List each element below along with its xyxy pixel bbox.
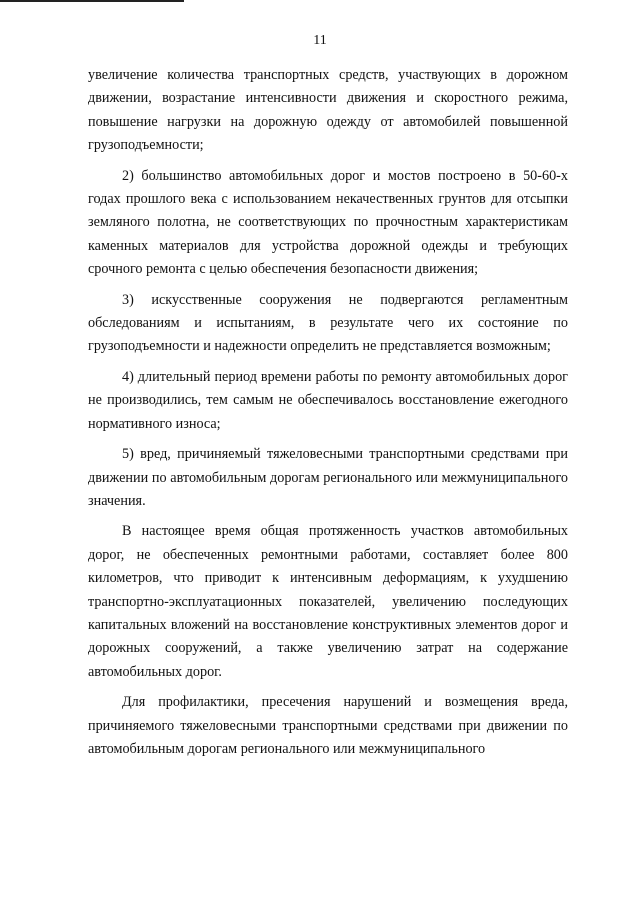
page-number: 11 [313, 33, 327, 48]
document-body [88, 64, 568, 768]
paragraph-item-2: 2) большинство автомобильных дорог и мостов построено в 50-60-х годах прошлого века с использованием некачественных грунтов для отсыпки земляного полотна, не соответствующих по прочностным характеристикам каменных материалов для устройства дорожной одежды и требующих срочного ремонта с целью обеспечения безопасности движения; [88, 167, 568, 278]
paragraph-prevention: Для профилактики, пресечения нарушений и возмещения вреда, причиняемого тяжеловесными транспортными средствами при движении по автомобильным дорогам регионального или межмуниципального [88, 694, 568, 757]
paragraph-item-4: 4) длительный период времени работы по ремонту автомобильных дорог не производились, тем самым не обеспечивалось восстановление ежегодного нормативного износа; [88, 368, 568, 432]
header-rule [0, 0, 184, 2]
paragraph-continuation: увеличение количества транспортных средств, участвующих в дорожном движении, возрастание интенсивности движения и скоростного режима, повышение нагрузки на дорожную одежду от автомобилей повышенной грузоподъемности; [88, 67, 568, 154]
paragraph-item-5: 5) вред, причиняемый тяжеловесными транспортными средствами при движении по автомобильным дорогам регионального или межмуниципального значения. [88, 446, 568, 509]
paragraph-road-length: В настоящее время общая протяженность участков автомобильных дорог, не обеспеченных ремонтными работами, составляет более 800 километров, что приводит к интенсивным деформациям, к ухудшению транспортно-эксплуатационных показателей, увеличению последующих капитальных вложений на восстановление конструктивных элементов дорог и дорожных сооружений, а также увеличению затрат на содержание автомобильных дорог. [88, 523, 568, 680]
paragraph-item-3: 3) искусственные сооружения не подвергаются регламентным обследованиям и испытаниям, в результате чего их состояние по грузоподъемности и надежности определить не представляется возможным; [88, 291, 568, 355]
